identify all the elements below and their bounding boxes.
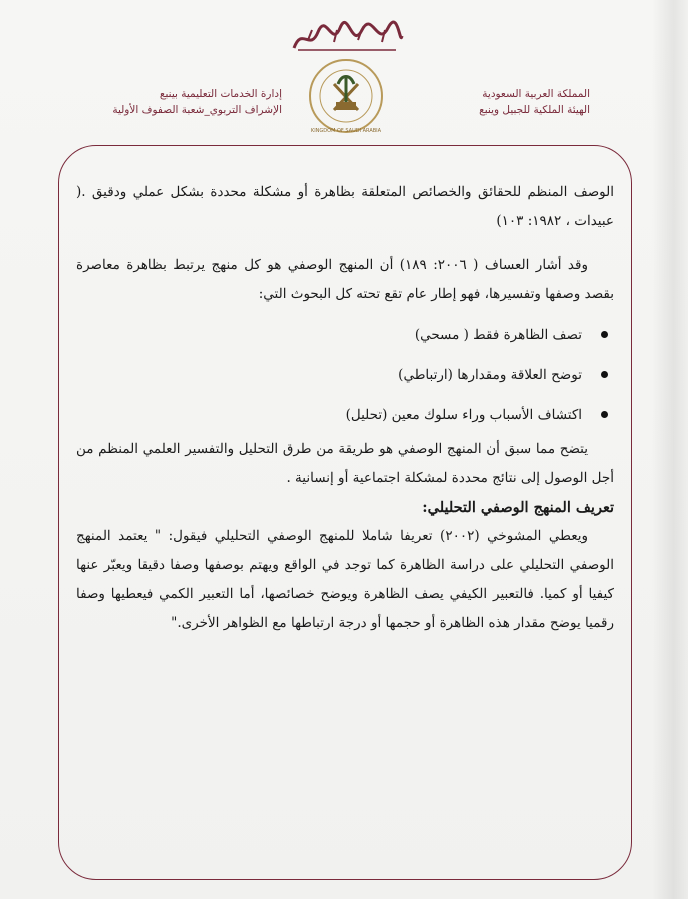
paragraph-assaf: وقد أشار العساف ( ٢٠٠٦: ١٨٩) أن المنهج الوصفي هو كل منهج يرتبط بظاهرة معاصرة بقصد وصفها وتفسيرها، فهو إطار عام تقع تحته كل البحوث التي: <box>76 257 614 302</box>
header-right-block <box>420 86 590 118</box>
header-kingdom: المملكة العربية السعودية <box>482 88 590 100</box>
emblem-text: KINGDOM OF SAUDI ARABIA <box>310 128 382 134</box>
research-types-list <box>76 315 614 435</box>
header-education-services: إدارة الخدمات التعليمية بينبع <box>159 88 282 100</box>
header-royal-commission: الهيئة الملكية للجبيل وينبع <box>479 104 590 116</box>
bullet-icon <box>601 371 608 378</box>
list-item: توضح العلاقة ومقدارها (ارتباطي) <box>76 355 582 395</box>
section-heading: تعريف المنهج الوصفي التحليلي: <box>422 499 614 516</box>
header-left-block <box>112 86 282 118</box>
bullet-icon <box>601 411 608 418</box>
saudi-emblem <box>298 54 394 138</box>
paragraph-conclusion: يتضح مما سبق أن المنهج الوصفي هو طريقة من طرق التحليل والتفسير العلمي المنظم من أجل الوصول إلى نتائج محددة لمشكلة اجتماعية أو إنسانية . <box>76 441 614 486</box>
document-body <box>76 178 614 638</box>
paragraph-definition: الوصف المنظم للحقائق والخصائص المتعلقة بظاهرة أو مشكلة محددة بشكل عملي ودقيق .( عبيدات ، ١٩٨٢: ١٠٣) <box>76 184 614 229</box>
basmala-calligraphy <box>288 18 406 58</box>
list-item: تصف الظاهرة فقط ( مسحي) <box>76 315 582 355</box>
page-fold-shadow <box>652 0 688 899</box>
bullet-icon <box>601 331 608 338</box>
header-supervision: الإشراف التربوي_شعبة الصفوف الأولية <box>112 104 282 116</box>
paragraph-mashokhi: ويعطي المشوخي (٢٠٠٢) تعريفا شاملا للمنهج الوصفي التحليلي فيقول: " يعتمد المنهج الوصفي التحليلي على دراسة الظاهرة كما توجد في الواقع ويهتم بوصفها وصفا دقيقا ويعبّر عنها كيفيا أو كميا. فالتعبير الكيفي يصف الظاهرة ويوضح خصائصها، أما التعبير الكمي فيعطيها وصفا رقميا يوضح مقدار هذه الظاهرة أو حجمها أو درجة ارتباطها مع الظواهر الأخرى." <box>76 528 614 631</box>
list-item: اكتشاف الأسباب وراء سلوك معين (تحليل) <box>76 395 582 435</box>
